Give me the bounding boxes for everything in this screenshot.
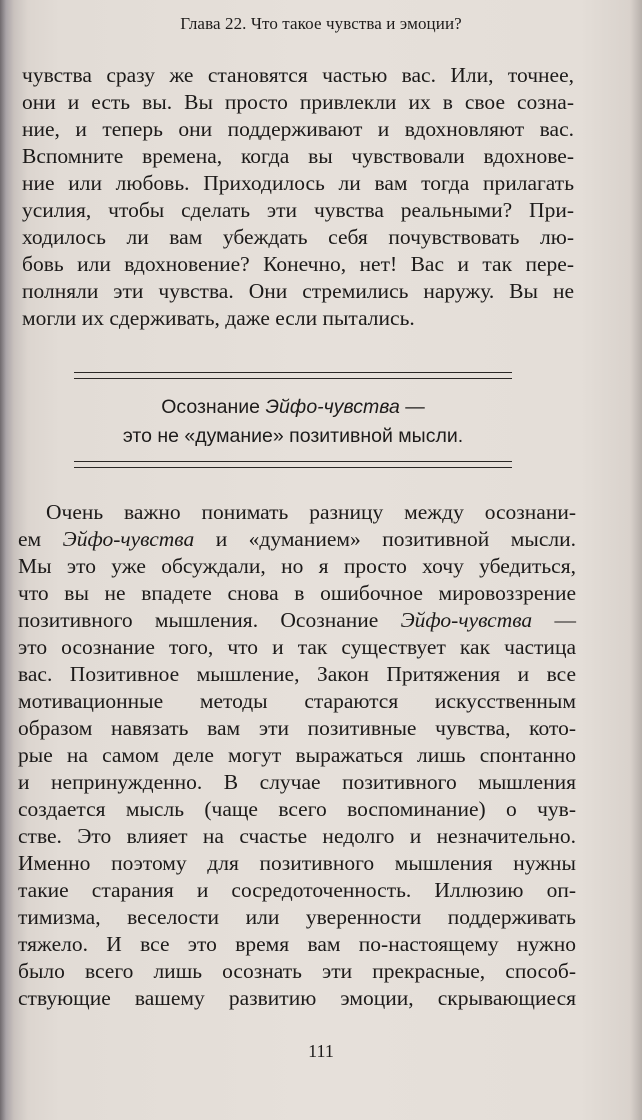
text-line: тимизма, веселости или уверенности поддерживать (18, 905, 576, 929)
callout-bottom-rule (74, 461, 512, 468)
text-line: ние или любовь. Приходилось ли вам тогда прилагать (22, 171, 574, 195)
callout-text-part: Осознание (161, 396, 266, 418)
text-line: ходилось ли вам убеждать себя почувствовать лю- (22, 225, 574, 249)
italic-term: Эйфо-чувства (400, 608, 533, 632)
callout-line-2: это не «думание» позитивной мысли. (122, 425, 464, 447)
text-line: ние, и теперь они поддерживают и вдохновляют вас. (22, 117, 574, 141)
text-line: это осознание того, что и так существует как частица (18, 635, 576, 659)
text-line: усилия, чтобы сделать эти чувства реальными? При- (22, 198, 574, 222)
callout-italic-term: Эйфо-чувства (265, 396, 400, 418)
text-line: создается мысль (чаще всего воспоминание) о чув- (18, 797, 576, 821)
text-part: и «думанием» позитивной мысли. (194, 527, 576, 551)
text-line: образом навязать вам эти позитивные чувства, кото- (18, 716, 576, 740)
callout-text-part: — (399, 396, 425, 418)
text-line: полняли эти чувства. Они стремились наружу. Вы не (22, 279, 574, 303)
text-part: — (532, 608, 576, 632)
text-line: было всего лишь осознать эти прекрасные, способ- (18, 959, 576, 983)
text-line: что вы не впадете снова в ошибочное мировоззрение (18, 581, 576, 605)
text-part: позитивного мышления. Осознание (18, 608, 401, 632)
text-line: мотивационные методы стараются искусственным (18, 689, 576, 713)
text-part: ем (18, 527, 63, 551)
text-line: бовь или вдохновение? Конечно, нет! Вас и так пере- (22, 252, 574, 276)
text-line: ствующие вашему развитию эмоции, скрывающиеся (18, 986, 576, 1010)
text-line: могли их сдерживать, даже если пытались. (22, 306, 415, 330)
text-line: стве. Это влияет на счастье недолго и незначительно. (18, 824, 576, 848)
text-line: Мы это уже обсуждали, но я просто хочу убедиться, (18, 554, 576, 578)
text-line: рые на самом деле могут выражаться лишь спонтанно (18, 743, 576, 767)
text-line (18, 607, 576, 634)
page-number: 111 (308, 1041, 334, 1061)
text-line (18, 526, 576, 553)
paragraph-continuation (22, 62, 574, 332)
text-line: вас. Позитивное мышление, Закон Притяжения и все (18, 662, 576, 686)
text-line: Очень важно понимать разницу между осознани- (46, 500, 576, 524)
text-line: чувства сразу же становятся частью вас. Или, точнее, (22, 63, 574, 87)
callout-text (70, 379, 516, 461)
callout-line-1 (70, 393, 516, 422)
text-line: тяжело. И все это время вам по-настоящему нужно (18, 932, 576, 956)
text-line: и непринужденно. В случае позитивного мышления (18, 770, 576, 794)
callout-box (70, 372, 516, 468)
text-line: Именно поэтому для позитивного мышления нужны (18, 851, 576, 875)
text-line: они и есть вы. Вы просто привлекли их в свое созна- (22, 90, 574, 114)
text-line: Вспомните времена, когда вы чувствовали вдохнове- (22, 144, 574, 168)
callout-top-rule (74, 372, 512, 379)
paragraph-main (18, 499, 576, 1012)
running-head: Глава 22. Что такое чувства и эмоции? (180, 14, 462, 33)
text-line: такие старания и сосредоточенность. Иллюзию оп- (18, 878, 576, 902)
italic-term: Эйфо-чувства (62, 527, 195, 551)
